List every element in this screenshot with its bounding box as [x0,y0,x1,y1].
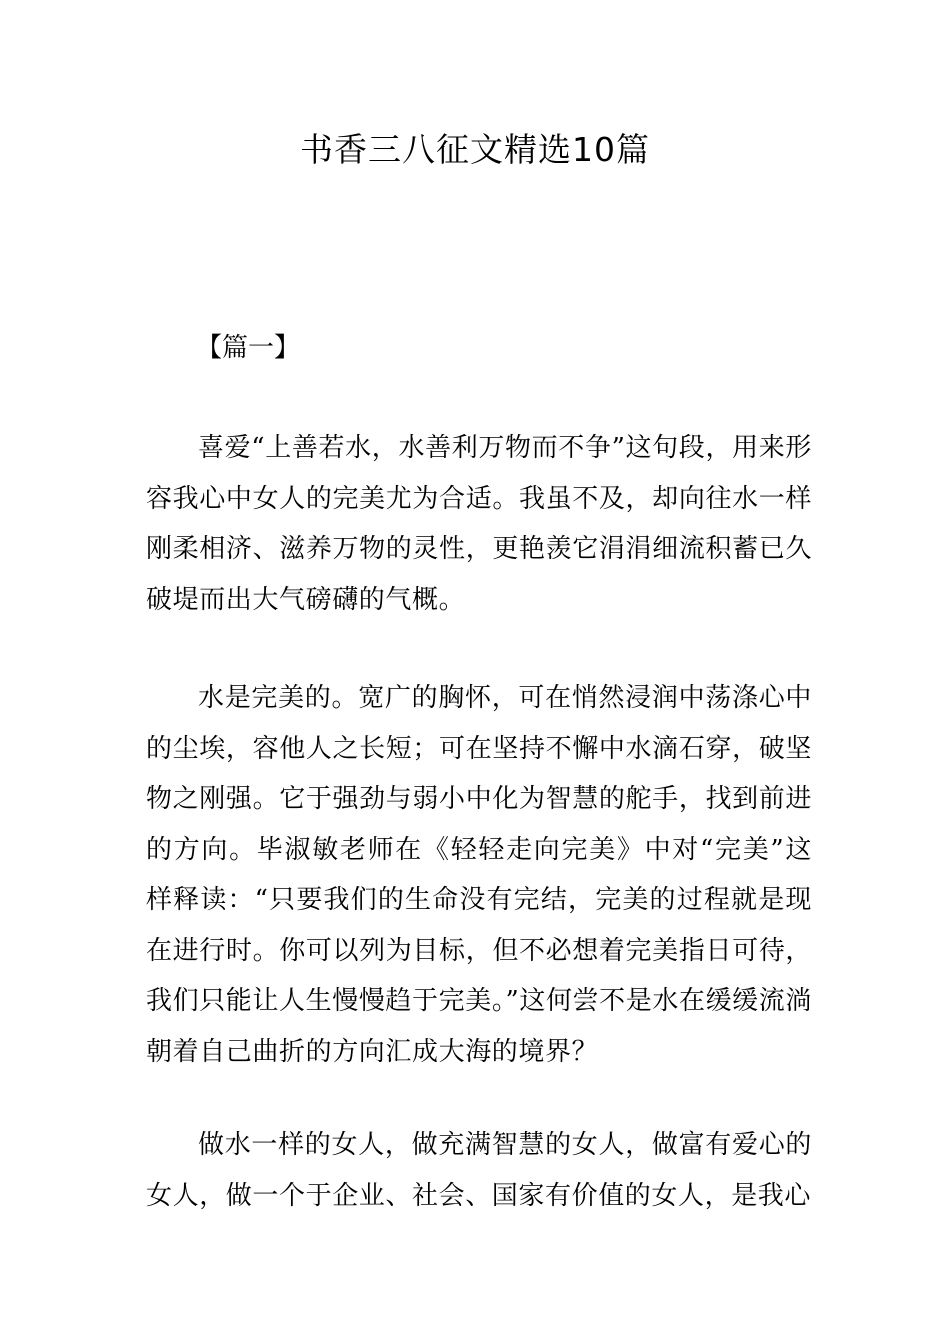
paragraph-1: 喜爱“上善若水，水善利万物而不争”这句段，用来形容我心中女人的完美尤为合适。我虽不及，却向往水一样刚柔相济、滋养万物的灵性，更艳羡它涓涓细流积蓄已久破堤而出大气磅礴的气概。 [146,433,812,615]
section-heading: 【篇一】 [196,333,301,363]
paragraph-3: 做水一样的女人，做充满智慧的女人，做富有爱心的女人，做一个于企业、社会、国家有价值的女人，是我心 [146,1130,812,1211]
paragraph-2: 水是完美的。宽广的胸怀，可在悄然浸润中荡涤心中的尘埃，容他人之长短；可在坚持不懈中水滴石穿，破坚物之刚强。它于强劲与弱小中化为智慧的舵手，找到前进的方向。毕淑敏老师在《轻轻走向完美》中对“完美”这样释读：“只要我们的生命没有完结，完美的过程就是现在进行时。你可以列为目标，但不必想着完美指日可待，我们只能让人生慢慢趋于完美。”这何尝不是水在缓缓流淌朝着自己曲折的方向汇成大海的境界？ [146,683,812,1067]
document-title: 书香三八征文精选10篇 [300,130,650,169]
